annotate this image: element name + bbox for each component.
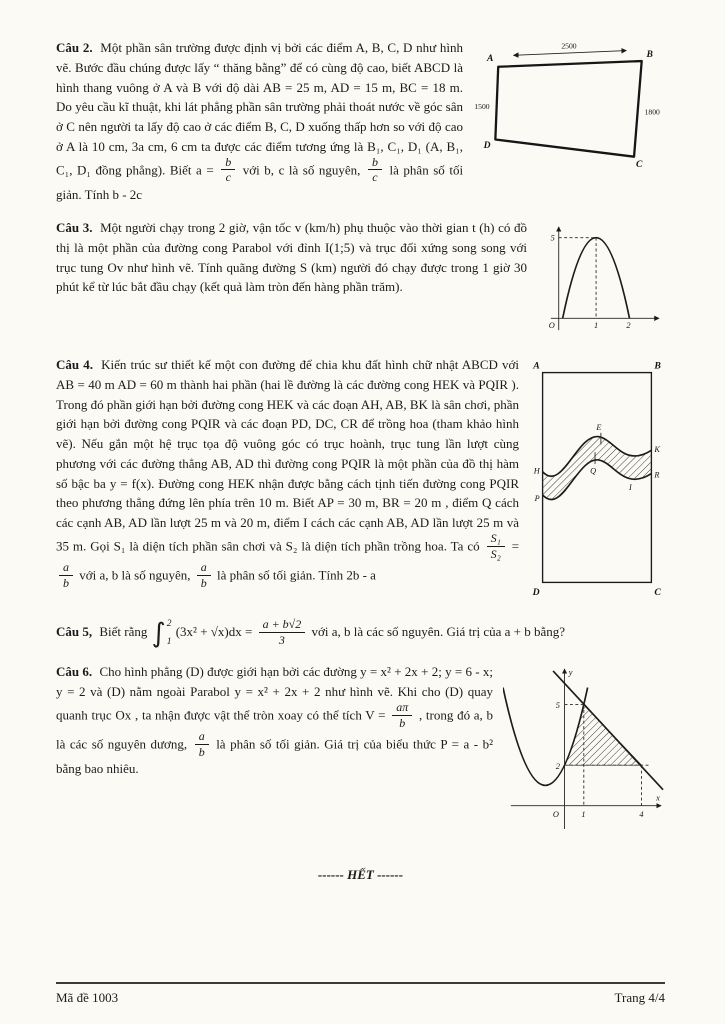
q3-parabola-figure [537,220,665,336]
parabola-curve [503,688,588,786]
q4-fraction-a-over-b [59,561,73,590]
fraction-numerator: a + b√2 [259,618,306,633]
integral-lower-limit: 1 [166,636,172,647]
x-axis-label: x [656,793,660,803]
fraction-numerator: aπ [392,701,412,716]
fraction-numerator: b [368,156,382,171]
x-tick-1: 1 [581,810,586,820]
top-length-label: 2500 [561,41,577,51]
question-2-label: Câu 2. [56,40,93,55]
integral-upper-limit: 2 [166,619,172,630]
question-5 [56,617,665,649]
y-tick-2: 2 [555,762,560,772]
q2-fraction-b-over-c-2 [368,156,382,185]
q5-result-fraction [259,618,306,647]
end-mark: ------ HẾT ------ [317,867,404,883]
road-band-hatched [543,437,652,500]
question-2-text-3: là phân số tối giản. Tính b - 2c [56,161,464,203]
question-3-text: Một người chạy trong 2 giờ, vận tốc v (km/h) phụ thuộc vào thời gian t (h) có đồ thị là một phần của đường cong Parabol với đỉnh I(1;5) và trục đối xứng song song với trục tung Ov như hình vẽ. Tính quãng đường S (km) người đó chạy được trong 1 giờ 30 phút kể từ lúc bắt đầu chạy (kết quả làm tròn đến hàng phần trăm). [56,220,527,295]
corner-d-label: D [483,140,491,152]
fraction-numerator: a [59,561,73,576]
question-2 [56,38,665,205]
point-i-label: I [629,483,632,493]
equals-sign: = [511,538,520,554]
trapezoid-outline [495,61,641,157]
fraction-numerator: b [221,156,235,171]
question-4-text-1: Kiến trúc sư thiết kế một con đường để chia khu đất hình chữ nhật ABCD với AB = 40 m AD = 60 m thành hai phần (hai lề đường là các đường cong HEK và PQIR ). Trong đó phần giới hạn bởi đường cong HEK và các đoạn AH, AB, BK là sân chơi, phần giới hạn bởi đường cong PQIR và các đoạn PD, DC, CR để trồng hoa (tham khảo hình vẽ). Nếu gắn một hệ trục tọa độ vuông góc có trục hoành, trục tung lần lượt cùng phương với các đường thẳng AB, AD thì đường cong PQIR là một phần của đồ thị hàm số bậc ba y = f(x). Đường cong HEK nhận được bằng cách tịnh tiến đường cong PQIR theo phương thẳng đứng lên phía trên 10 m. Biết AP = 30 m, BR = 20 m , điểm Q cách các cạnh AB, AD lần lượt 25 m và 20 m, điểm I cách các cạnh AB, AD lần lượt 25 m và 35 m. Gọi S₁ là diện tích phần sân chơi và S₂ là diện tích phần trồng hoa. Ta có [56,357,519,554]
fraction-denominator: 3 [278,632,285,647]
point-h-label: H [533,466,540,476]
question-6-text-2: , trong đó a, b là các số nguyên dương, [56,707,494,751]
fraction-denominator: b [399,715,406,730]
page-footer [56,982,665,1008]
integral-sign: ∫ [151,617,166,649]
q4-land-plot-figure [529,357,665,598]
fraction-numerator: S₁ [487,532,505,547]
q2-fraction-b-over-c [221,156,235,185]
line-6-minus-x [553,671,663,790]
q4-fraction-s1-over-s2 [487,532,505,561]
corner-c-label: C [654,587,661,599]
question-2-text-1: Một phần sân trường được định vị bởi các điểm A, B, C, D như hình vẽ. Bước đầu chúng được lấy “ thăng bằng” để có cùng độ cao, biết ABCD là hình thang vuông ở A và B với độ dài AB = 25 m, AD = 15 m, BC = 18 m. Do yêu cầu kĩ thuật, khi lát phẳng phần sân trường phải thoát nước về góc sân ở C nên người ta lấy độ cao ở các điểm B, C, D xuống thấp hơn so với độ cao ở A là 10 cm, 3a cm, 6 cm ta được các điểm tương ứng là B₁, C₁, D₁ (A, B₁, C₁, D₁ đồng phẳng). Biết a = [56,40,464,177]
question-4 [56,355,665,604]
integral [152,617,172,649]
question-6-text-1: Cho hình phẳng (D) được giới hạn bởi các đường y = x² + 2x + 2; y = 6 - x; y = 2 và (D) nằm ngoài Parabol y = x² + 2x + 2 như hình vẽ. Khi cho (D) quay quanh trục Ox , ta nhận được vật thể tròn xoay có thể tích V = [56,664,493,723]
question-2-text-2: với b, c là số nguyên, [242,161,361,177]
top-measure-arrow [514,51,627,56]
point-q-label: Q [590,466,597,476]
corner-a-label: A [533,360,540,372]
corner-a-label: A [487,53,494,65]
x-tick-2: 2 [626,321,631,331]
fraction-denominator: b [200,575,207,590]
question-3-label: Câu 3. [56,220,93,236]
q2-trapezoid-figure [473,40,665,172]
footer-page-number: Trang 4/4 [614,990,665,1006]
x-tick-4: 4 [639,810,644,820]
question-4-text-2: với a, b là số nguyên, [79,567,191,583]
origin-label: O [548,321,555,331]
y-axis-label: y [568,668,573,678]
point-r-label: R [654,470,660,480]
right-length-label: 1800 [644,107,660,117]
corner-c-label: C [635,159,643,171]
fraction-denominator: c [225,170,231,185]
left-length-label: 1500 [474,101,490,111]
point-e-label: E [596,423,602,433]
corner-b-label: B [646,49,653,61]
question-3 [56,218,665,342]
corner-b-label: B [654,360,661,372]
fraction-denominator: c [372,170,378,185]
q6-fraction-a-over-b [195,730,209,759]
fraction-numerator: a [195,730,209,745]
footer-exam-code: Mã đề 1003 [56,990,119,1006]
q6-solid-of-revolution-figure [503,664,665,833]
origin-label: O [552,810,559,820]
x-tick-1: 1 [593,321,599,331]
corner-d-label: D [532,587,540,599]
fraction-numerator: a [197,561,211,576]
point-k-label: K [654,445,660,455]
question-4-text-3: là phân số tối giản. Tính 2b - a [216,567,376,583]
fraction-denominator: b [63,575,69,590]
q6-fraction-api-over-b [392,701,412,730]
y-tick-5: 5 [555,701,560,711]
fraction-denominator: b [198,744,205,759]
question-4-label: Câu 4. [56,357,93,373]
question-5-label: Câu 5, [56,624,93,640]
question-5-text-1: Biết rằng [99,624,148,640]
question-6-text-3: là phân số tối giản. Giá trị của biểu thức P = a - b² bằng bao nhiêu. [56,736,493,777]
question-5-text-2: với a, b là các số nguyên. Giá trị của a + b bằng? [311,624,566,640]
fraction-denominator: S₂ [490,546,501,561]
q4-fraction-a-over-b-2 [197,561,211,590]
question-6 [56,662,665,839]
point-p-label: P [534,493,540,503]
integrand-expression: (3x² + √x)dx = [175,624,253,640]
question-6-label: Câu 6. [56,664,93,680]
y-tick-5: 5 [550,233,555,243]
